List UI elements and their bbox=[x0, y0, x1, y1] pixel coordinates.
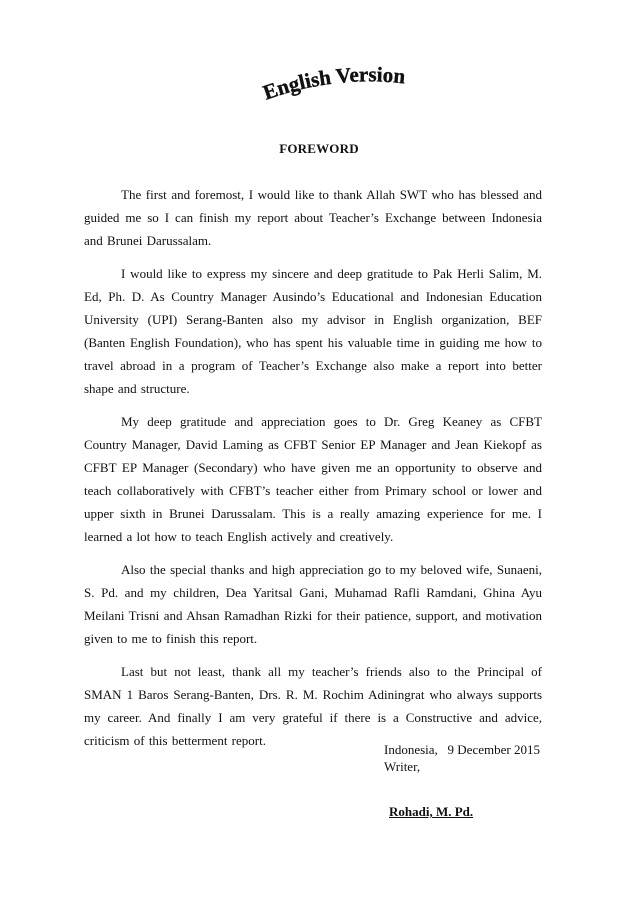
wordart-text: English Version bbox=[259, 62, 407, 105]
paragraph-1: The first and foremost, I would like to thank Allah SWT who has blessed and guided me so I can finish my report about Teacher’s Exchange between Indonesia and Brunei Darussalam. bbox=[84, 187, 542, 248]
signer-name: Rohadi, M. Pd. bbox=[389, 804, 474, 819]
signature-block bbox=[384, 741, 540, 775]
writer-label: Writer, bbox=[384, 759, 421, 774]
place-date: Indonesia, 9 December 2015 bbox=[384, 742, 540, 757]
paragraph-5: Last but not least, thank all my teacher’s friends also to the Principal of SMAN 1 Baros Serang-Banten, Drs. R. M. Rochim Adiningrat who always supports my career. And finally I am very grateful if there is a Constructive and advice, criticism of this betterment report. bbox=[84, 664, 542, 748]
paragraph-4: Also the special thanks and high appreciation go to my beloved wife, Sunaeni, S. Pd. and my children, Dea Yaritsal Gani, Muhamad Rafli Ramdani, Ghina Ayu Meilani Trisni and Ahsan Ramadhan Rizki for their patience, support, and motivation given to me to finish this report. bbox=[84, 562, 542, 646]
document-title: FOREWORD bbox=[279, 141, 359, 156]
paragraph-2: I would like to express my sincere and deep gratitude to Pak Herli Salim, M. Ed, Ph. D. As Country Manager Ausindo’s Educational and Indonesian Education University (UPI) Serang-Banten also my advisor in English organization, BEF (Banten English Foundation), who has spent his valuable time in guiding me how to travel abroad in a program of Teacher’s Exchange also make a report into better shape and structure. bbox=[84, 266, 542, 396]
document-body bbox=[84, 183, 542, 762]
svg-text:English Version bbox=[260, 62, 407, 104]
paragraph-3: My deep gratitude and appreciation goes to Dr. Greg Keaney as CFBT Country Manager, David Laming as CFBT Senior EP Manager and Jean Kiekopf as CFBT EP Manager (Secondary) who have given me an opportunity to observe and teach collaboratively with CFBT’s teacher either from Primary school or lower and upper sixth in Brunei Darussalam. This is a really amazing experience for me. I learned a lot how to teach English actively and creatively. bbox=[84, 414, 542, 544]
wordart-heading bbox=[258, 60, 428, 108]
